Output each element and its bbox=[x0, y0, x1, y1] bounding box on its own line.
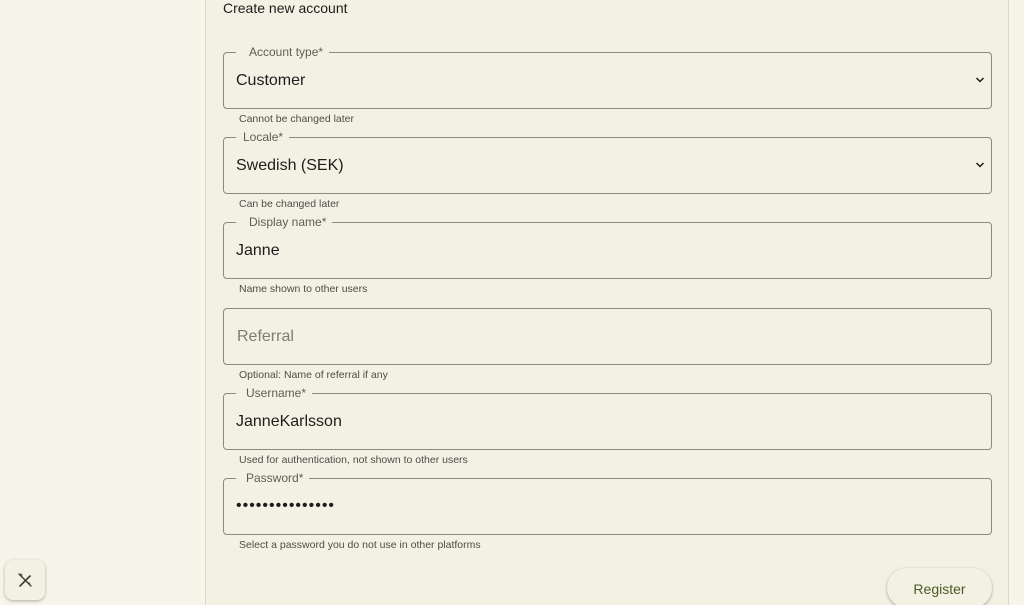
account-type-select[interactable] bbox=[223, 45, 992, 109]
referral-helper: Optional: Name of referral if any bbox=[239, 369, 388, 381]
chevron-down-icon bbox=[975, 160, 985, 170]
password-field[interactable] bbox=[223, 471, 992, 535]
password-value: ••••••••••••••• bbox=[236, 497, 336, 514]
locale-select[interactable] bbox=[223, 130, 992, 194]
magic-wand-button[interactable] bbox=[5, 560, 45, 600]
display-name-value: Janne bbox=[236, 242, 280, 259]
chevron-down-icon bbox=[975, 75, 985, 85]
locale-value: Swedish (SEK) bbox=[236, 157, 344, 174]
username-field[interactable] bbox=[223, 386, 992, 450]
username-helper: Used for authentication, not shown to other users bbox=[239, 454, 468, 466]
display-name-label: Display name* bbox=[236, 214, 332, 230]
referral-placeholder: Referral bbox=[237, 328, 294, 345]
register-button[interactable]: Register bbox=[887, 568, 992, 605]
page-title: Create new account bbox=[223, 0, 348, 16]
referral-field[interactable] bbox=[223, 308, 992, 365]
display-name-helper: Name shown to other users bbox=[239, 283, 368, 295]
account-type-helper: Cannot be changed later bbox=[239, 113, 355, 125]
locale-label: Locale* bbox=[236, 129, 289, 145]
account-type-value: Customer bbox=[236, 72, 306, 89]
locale-helper: Can be changed later bbox=[239, 198, 340, 210]
account-type-label: Account type* bbox=[236, 44, 329, 60]
display-name-field[interactable] bbox=[223, 215, 992, 279]
username-value: JanneKarlsson bbox=[236, 413, 342, 430]
password-helper: Select a password you do not use in other platforms bbox=[239, 539, 481, 551]
username-label: Username* bbox=[236, 385, 312, 401]
password-label: Password* bbox=[236, 470, 309, 486]
magic-wand-off-icon bbox=[16, 571, 34, 589]
